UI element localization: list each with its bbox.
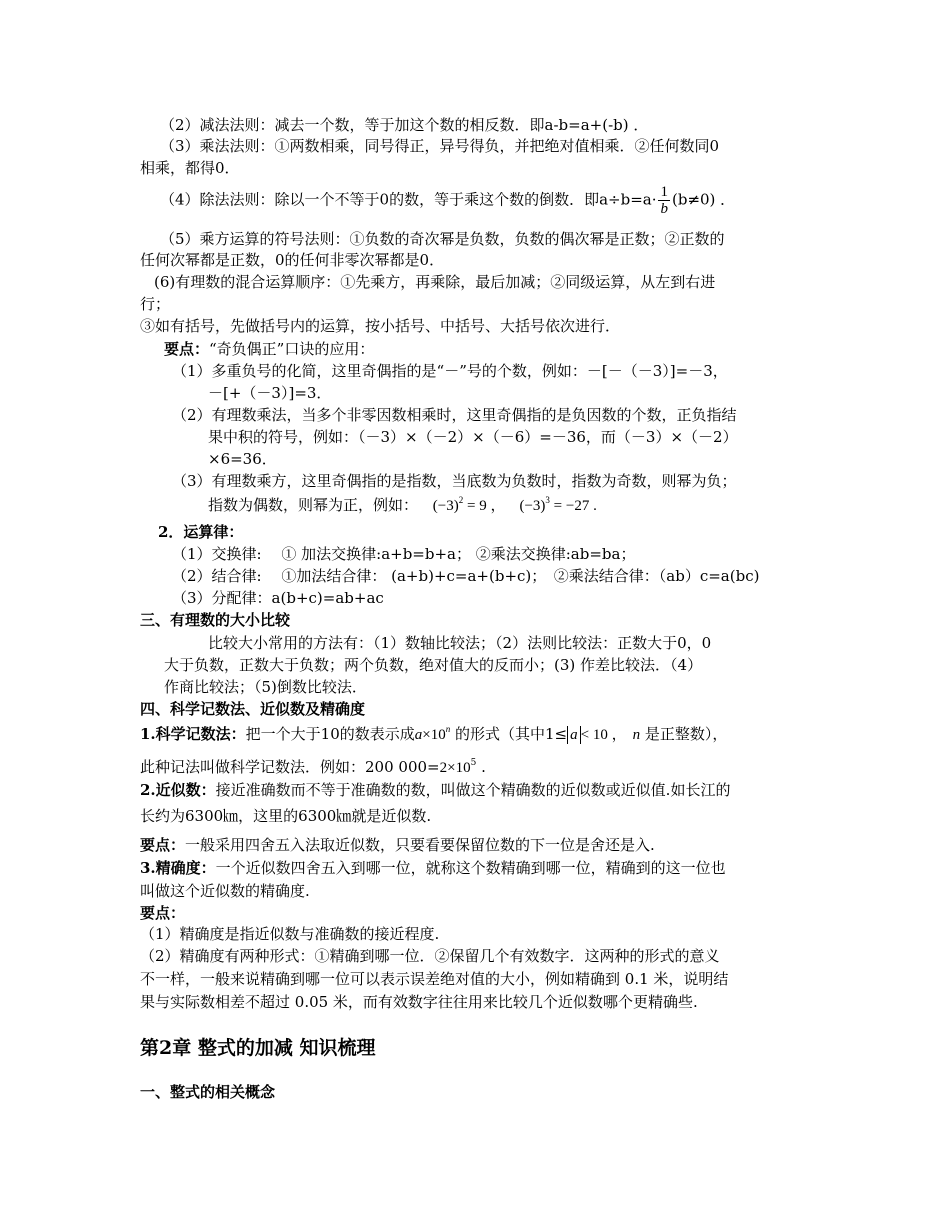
- fraction: [658, 184, 670, 217]
- math-expression: 2×10: [439, 760, 471, 776]
- term-line: [140, 858, 726, 878]
- math-variable: n: [632, 727, 641, 743]
- scientific-notation-line: [140, 724, 727, 745]
- math-result: = 9 ，: [463, 498, 506, 514]
- math-expression: [432, 495, 597, 514]
- term-line: [140, 780, 730, 800]
- text: (b≠0) ．: [671, 190, 736, 209]
- text-line: 不一样，一般来说精确到哪一位可以表示误差绝对值的大小，例如精确到 0.1 米，说明结: [140, 970, 729, 988]
- text: “奇负偶正”口诀的应用：: [209, 340, 375, 358]
- text-line: ③如有括号，先做括号内的运算，按小括号、中括号、大括号依次进行．: [140, 317, 621, 335]
- key-point-label: 要点：: [140, 836, 186, 854]
- term-label: 1.科学记数法：: [140, 725, 246, 743]
- text-line: 任何次幂都是正数，0的任何非零次幂都是0．: [140, 251, 445, 269]
- math-exponent: n: [445, 724, 451, 734]
- fraction-numerator: 1: [660, 184, 668, 200]
- text: 的形式（其中1≤: [450, 725, 568, 743]
- section-heading: 四、科学记数法、近似数及精确度: [140, 700, 366, 718]
- key-point-line: [140, 835, 655, 855]
- text: （4）除法法则：除以一个不等于0的数，等于乘这个数的倒数．即a÷b=a·: [160, 190, 657, 209]
- section-heading: 三、有理数的大小比较: [140, 611, 291, 629]
- text: 指数为偶数，则幂为正，例如：: [208, 496, 419, 514]
- chapter-heading: 第2章 整式的加减 知识梳理: [140, 1037, 376, 1059]
- key-point-label: 要点：: [140, 904, 186, 922]
- text: 接近准确数而不等于准确数的数，叫做这个精确数的近似数或近似值.如长江的: [215, 781, 731, 799]
- text-line: 长约为6300㎞，这里的6300㎞就是近似数.: [140, 807, 432, 825]
- absolute-value: a: [567, 726, 581, 744]
- math-expression: ×10: [422, 727, 446, 743]
- text-line: 果中积的符号，例如：（－3）×（－2）×（－6）=－36，而（－3）×（－2）: [208, 428, 738, 446]
- text-line: （3）分配律：a(b+c)=ab+ac: [172, 589, 384, 607]
- text: 此种记法叫做科学记数法．例如：200 000=: [140, 758, 440, 776]
- text-line: （2）精确度有两种形式：①精确到哪一位．②保留几个有效数字．这两种的形式的意义: [140, 947, 720, 965]
- text-line: 比较大小常用的方法有：（1）数轴比较法；（2）法则比较法：正数大于0，0: [208, 634, 712, 652]
- math-base: (−3): [432, 498, 459, 514]
- section-heading: 一、整式的相关概念: [140, 1083, 276, 1101]
- text-line: －[+（－3）]=3．: [208, 384, 332, 402]
- text-line: (6)有理数的混合运算顺序：①先乘方，再乘除，最后加减；②同级运算，从左到右进: [154, 273, 716, 291]
- text: 是正整数），: [640, 725, 728, 743]
- fraction-denominator: b: [660, 201, 668, 217]
- text: 把一个大于10的数表示成: [245, 725, 415, 743]
- key-point-line: [164, 339, 374, 359]
- text-line: （1）交换律: ① 加法交换律:a+b=b+a； ②乘法交换律:ab=ba；: [172, 545, 636, 563]
- text-line: ×6=36．: [208, 450, 277, 468]
- math-expression: < 10 ，: [580, 727, 627, 743]
- division-rule-line: [160, 184, 735, 217]
- section-heading: 2．运算律：: [158, 523, 244, 541]
- text-line: （3）有理数乘方，这里奇偶指的是指数，当底数为负数时，指数为奇数，则幂为负；: [172, 472, 737, 490]
- text: 一般采用四舍五入法取近似数，只要看要保留位数的下一位是舍还是入.: [185, 836, 655, 854]
- text-line: （5）乘方运算的符号法则：①负数的奇次幂是负数，负数的偶次幂是正数；②正数的: [160, 230, 725, 248]
- text-line: 叫做这个近似数的精确度.: [140, 882, 310, 900]
- key-point-label: 要点：: [164, 340, 210, 358]
- math-base: (−3): [519, 498, 546, 514]
- text: .: [476, 758, 486, 776]
- text-line: 行；: [140, 295, 171, 313]
- text-line: 大于负数，正数大于负数；两个负数，绝对值大的反而小；(3) 作差比较法．（4）: [164, 656, 703, 674]
- power-example-line: [208, 495, 597, 516]
- text-line: （1）多重负号的化简，这里奇偶指的是“－”号的个数，例如：－[－（－3）]=－3，: [172, 362, 728, 380]
- text-line: 果与实际数相差不超过 0.05 米，而有效数字往往用来比较几个近似数哪个更精确些.: [140, 993, 698, 1011]
- text-line: （2）有理数乘法，当多个非零因数相乘时，这里奇偶指的是负因数的个数，正负指结: [172, 406, 737, 424]
- math-exponent: 3: [545, 495, 550, 505]
- text-line: 作商比较法；（5)倒数比较法．: [164, 678, 367, 696]
- text-line: （2）减法法则：减去一个数，等于加这个数的相反数．即a-b=a+(-b) ．: [160, 116, 649, 134]
- scientific-notation-example: [140, 757, 486, 778]
- math-exponent: 5: [470, 758, 477, 768]
- text-line: （3）乘法法则：①两数相乘，同号得正，异号得负，并把绝对值相乘．②任何数同0: [160, 137, 720, 155]
- text-line: 相乘，都得0．: [140, 159, 240, 177]
- term-label: 3.精确度：: [140, 859, 216, 877]
- math-variable: a: [414, 727, 423, 743]
- math-result: = −27 .: [549, 498, 597, 514]
- term-label: 2.近似数：: [140, 781, 216, 799]
- text-line: （2）结合律: ①加法结合律： (a+b)+c=a+(b+c)； ②乘法结合律：（ab）c=a(bc): [172, 567, 760, 585]
- text: 一个近似数四舍五入到哪一位，就称这个数精确到哪一位，精确到的这一位也: [215, 859, 726, 877]
- math-exponent: 2: [458, 495, 464, 505]
- text-line: （1）精确度是指近似数与准确数的接近程度.: [140, 925, 440, 943]
